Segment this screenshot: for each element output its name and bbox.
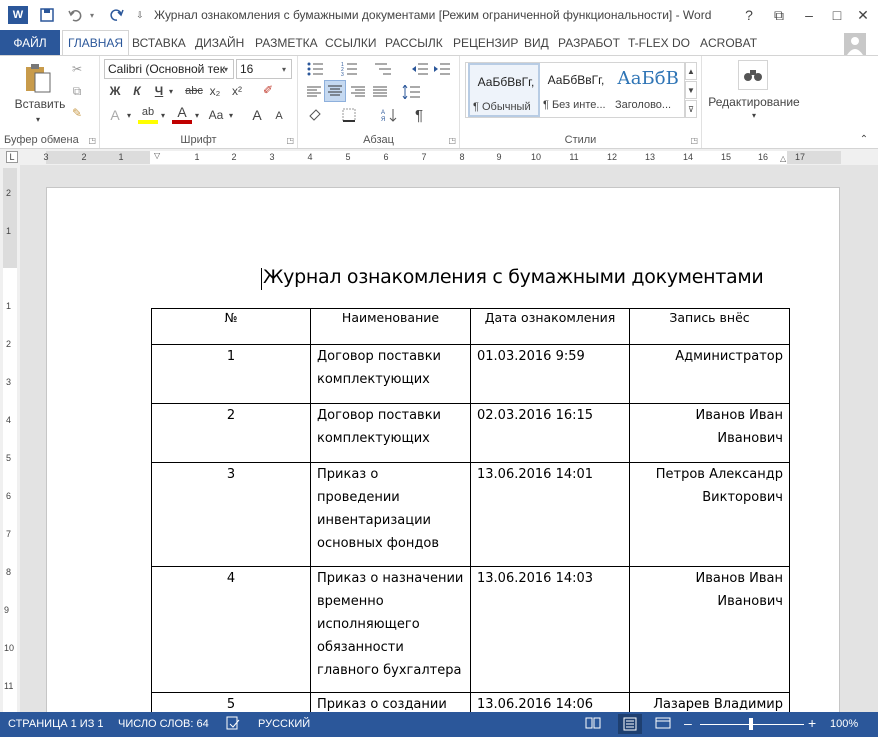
cell-name[interactable]: Приказ о создании — [311, 693, 471, 713]
ribbon-display-button[interactable]: ⧉ — [774, 6, 784, 23]
ruler-number: 3 — [269, 152, 275, 162]
binoculars-icon[interactable] — [738, 60, 768, 90]
clipboard-group — [0, 56, 100, 148]
status-bar — [0, 712, 878, 737]
font-name-value: Calibri (Основной тек — [108, 62, 225, 76]
ruler-number: 1 — [194, 152, 200, 162]
vruler-number: 7 — [6, 529, 12, 539]
chevron-down-icon: ▾ — [223, 64, 228, 74]
cut-icon[interactable]: ✂ — [71, 62, 83, 76]
ruler-number: 1 — [118, 152, 124, 162]
multilevel-list-icon[interactable] — [372, 60, 394, 78]
style-normal-preview: АаБбВвГг, — [477, 75, 535, 89]
minimize-button[interactable]: – — [805, 7, 813, 23]
underline-button[interactable]: Ч — [154, 84, 164, 98]
text-cursor — [261, 268, 262, 290]
document-area[interactable] — [20, 165, 878, 712]
header-number[interactable]: № — [152, 309, 311, 345]
vruler-number: 5 — [6, 453, 12, 463]
vruler-number: 10 — [4, 643, 15, 653]
highlight-button[interactable]: ab — [138, 104, 158, 124]
ruler-number: 8 — [459, 152, 465, 162]
show-marks-button[interactable]: ¶ — [414, 106, 424, 124]
undo-dropdown-icon[interactable]: ▾ — [89, 10, 94, 20]
tab-home[interactable]: ГЛАВНАЯ — [62, 30, 129, 56]
styles-group — [460, 56, 702, 148]
format-painter-icon[interactable]: ✎ — [71, 106, 83, 120]
paste-icon[interactable] — [22, 62, 54, 96]
highlight-dropdown-icon[interactable]: ▾ — [160, 110, 165, 120]
tab-file[interactable]: ФАЙЛ — [0, 30, 60, 55]
superscript-button[interactable]: x² — [232, 84, 242, 98]
vruler-number: 9 — [4, 605, 10, 615]
header-author[interactable]: Запись внёс — [630, 309, 790, 345]
ribbon — [0, 55, 878, 149]
align-right-icon[interactable] — [348, 82, 368, 102]
ruler-number: 10 — [530, 152, 542, 162]
ruler-number: 2 — [81, 152, 87, 162]
style-normal-name: ¶ Обычный — [473, 101, 531, 113]
page-count[interactable]: СТРАНИЦА 1 ИЗ 1 — [8, 718, 104, 730]
tab-view[interactable]: ВИД — [524, 35, 549, 50]
change-case-button[interactable]: Aa — [208, 108, 224, 122]
paragraph-label: Абзац — [363, 134, 394, 146]
align-center-icon[interactable] — [324, 80, 346, 102]
ruler-number: 14 — [682, 152, 694, 162]
svg-text:3: 3 — [341, 72, 344, 76]
svg-text:Я: Я — [381, 117, 386, 122]
customize-icon[interactable]: ⇩ — [136, 9, 144, 20]
vruler-number: 2 — [6, 188, 12, 198]
redo-icon[interactable] — [108, 6, 126, 24]
svg-text:2: 2 — [341, 67, 344, 73]
ruler-number: 12 — [606, 152, 618, 162]
editing-group — [702, 56, 806, 148]
cell-date[interactable]: 02.03.2016 16:15 — [471, 404, 630, 463]
svg-text:А: А — [381, 110, 386, 116]
close-button[interactable]: ✕ — [857, 6, 869, 23]
vruler-number: 2 — [6, 339, 12, 349]
journal-table[interactable] — [151, 308, 790, 712]
zoom-in-button[interactable]: + — [808, 715, 817, 731]
styles-scroll-down-icon[interactable]: ▼ — [685, 81, 697, 99]
svg-text:1: 1 — [341, 62, 344, 68]
strikethrough-button[interactable]: abc — [185, 85, 203, 97]
cell-date[interactable]: 13.06.2016 14:03 — [471, 567, 630, 693]
bold-button[interactable]: Ж — [109, 84, 121, 98]
font-size-select[interactable] — [236, 59, 292, 79]
shrink-font-button[interactable]: A — [275, 110, 283, 122]
clear-formatting-icon[interactable]: ✐ — [262, 83, 274, 97]
justify-icon[interactable] — [370, 82, 390, 102]
cell-number[interactable]: 4 — [152, 567, 311, 693]
table-row — [152, 567, 790, 693]
tab-design[interactable]: ДИЗАЙН — [195, 35, 245, 50]
vruler-number: 8 — [6, 567, 12, 577]
styles-gallery — [465, 62, 685, 118]
styles-scroll-up-icon[interactable]: ▲ — [685, 62, 697, 80]
zoom-slider-thumb[interactable] — [749, 718, 753, 730]
undo-icon[interactable] — [66, 6, 84, 24]
font-color-button[interactable]: A — [172, 104, 192, 124]
cell-author[interactable]: Лазарев Владимир — [630, 693, 790, 713]
table-row — [152, 463, 790, 567]
window-title: Журнал ознакомления с бумажными документами [Режим ограниченной функциональности] - Word — [154, 8, 712, 22]
save-icon[interactable] — [38, 6, 56, 24]
vruler-top-margin — [3, 168, 17, 268]
sort-icon[interactable] — [378, 106, 400, 124]
style-no-spacing[interactable] — [540, 63, 612, 117]
cell-date[interactable]: 13.06.2016 14:06 — [471, 693, 630, 713]
tab-acrobat[interactable]: ACROBAT — [700, 35, 758, 50]
style-no-spacing-preview: АаБбВвГг, — [547, 73, 605, 87]
text-effects-button[interactable]: A — [110, 107, 120, 123]
font-name-select[interactable] — [104, 59, 234, 79]
cell-date[interactable]: 01.03.2016 9:59 — [471, 345, 630, 404]
ruler-number: 11 — [569, 152, 579, 162]
ruler-left-margin — [46, 151, 150, 164]
italic-button[interactable]: К — [133, 84, 141, 98]
tab-insert[interactable]: ВСТАВКА — [132, 35, 186, 50]
tab-developer[interactable]: РАЗРАБОТ — [558, 35, 620, 50]
cell-name[interactable]: Договор поставки комплектующих — [311, 345, 471, 404]
cell-number[interactable]: 2 — [152, 404, 311, 463]
ruler-number: 6 — [383, 152, 389, 162]
text-effects-dropdown-icon[interactable]: ▾ — [126, 110, 131, 120]
ruler-number: 5 — [345, 152, 351, 162]
increase-indent-icon[interactable] — [432, 60, 452, 78]
collapse-ribbon-icon[interactable]: ⌃ — [859, 133, 869, 145]
ruler-number: 13 — [644, 152, 656, 162]
tab-review[interactable]: РЕЦЕНЗИР — [453, 35, 519, 50]
help-button[interactable]: ? — [745, 7, 753, 23]
maximize-button[interactable]: □ — [832, 7, 842, 23]
cell-author[interactable]: Администратор — [630, 345, 790, 404]
ruler-number: 7 — [421, 152, 427, 162]
cell-author[interactable]: Иванов Иван Иванович — [630, 567, 790, 693]
paragraph-launcher-icon[interactable]: ◳ — [448, 136, 456, 145]
tab-references[interactable]: ССЫЛКИ — [325, 35, 377, 50]
header-name[interactable]: Наименование — [311, 309, 471, 345]
paste-dropdown-icon[interactable]: ▾ — [35, 114, 40, 124]
word-app-icon[interactable]: W — [8, 6, 28, 24]
cell-number[interactable]: 1 — [152, 345, 311, 404]
font-label: Шрифт — [180, 134, 217, 146]
change-case-dropdown-icon[interactable]: ▾ — [228, 110, 233, 120]
cell-number[interactable]: 3 — [152, 463, 311, 567]
style-normal[interactable] — [468, 63, 540, 117]
numbering-icon[interactable] — [338, 60, 360, 78]
styles-label: Стили — [564, 134, 597, 146]
line-spacing-icon[interactable] — [398, 82, 424, 102]
style-heading-preview: АаБбВ — [617, 68, 679, 89]
title-bar — [0, 0, 878, 30]
grow-font-button[interactable]: A — [252, 107, 262, 123]
table-row — [152, 345, 790, 404]
vruler-number: 4 — [6, 415, 12, 425]
right-indent-icon[interactable]: △ — [780, 154, 787, 163]
editing-dropdown-icon[interactable]: ▾ — [751, 110, 756, 120]
styles-launcher-icon[interactable]: ◳ — [690, 136, 698, 145]
web-layout-icon[interactable] — [655, 716, 671, 733]
style-no-spacing-name: ¶ Без инте... — [543, 99, 606, 111]
document-title[interactable]: Журнал ознакомления с бумажными документами — [263, 266, 764, 288]
font-group — [100, 56, 298, 148]
tab-layout[interactable]: РАЗМЕТКА — [255, 35, 318, 50]
header-date[interactable]: Дата ознакомления — [471, 309, 630, 345]
copy-icon[interactable]: ⧉ — [72, 83, 82, 98]
chevron-down-icon: ▾ — [281, 64, 286, 74]
language-indicator[interactable]: РУССКИЙ — [258, 718, 311, 730]
decrease-indent-icon[interactable] — [410, 60, 430, 78]
table-header-row — [152, 309, 790, 345]
paste-button[interactable]: Вставить — [14, 97, 66, 111]
cell-date[interactable]: 13.06.2016 14:01 — [471, 463, 630, 567]
vruler-number: 3 — [6, 377, 12, 387]
horizontal-ruler[interactable] — [43, 151, 841, 164]
ruler-number: 4 — [307, 152, 313, 162]
zoom-out-button[interactable]: – — [684, 715, 692, 731]
table-row — [152, 404, 790, 463]
align-left-icon[interactable] — [304, 82, 324, 102]
word-count[interactable]: ЧИСЛО СЛОВ: 64 — [118, 718, 209, 730]
font-size-value: 16 — [240, 62, 254, 76]
cell-number[interactable]: 5 — [152, 693, 311, 713]
clipboard-launcher-icon[interactable]: ◳ — [88, 136, 96, 145]
cell-author[interactable]: Петров Александр Викторович — [630, 463, 790, 567]
bullets-icon[interactable] — [304, 60, 326, 78]
ruler-number: 2 — [231, 152, 237, 162]
borders-icon[interactable] — [338, 106, 360, 124]
vruler-number: 6 — [6, 491, 12, 501]
zoom-level[interactable]: 100% — [830, 718, 859, 730]
ruler-number: 15 — [720, 152, 732, 162]
user-avatar[interactable] — [844, 33, 866, 55]
vruler-number: 1 — [6, 226, 12, 236]
editing-button[interactable]: Редактирование — [708, 95, 800, 109]
clipboard-label: Буфер обмена — [4, 134, 79, 146]
underline-dropdown-icon[interactable]: ▾ — [168, 86, 173, 96]
read-mode-icon[interactable] — [585, 716, 601, 733]
shading-icon[interactable] — [304, 106, 326, 124]
tab-mailings[interactable]: РАССЫЛК — [385, 35, 443, 50]
first-line-indent-icon[interactable]: ▽ — [154, 151, 161, 160]
tab-selector[interactable]: L — [6, 151, 18, 163]
style-heading-name: Заголово... — [615, 99, 672, 111]
print-layout-icon[interactable] — [618, 714, 642, 734]
cell-name[interactable]: Приказ о проведении инвентаризации основных фондов — [311, 463, 471, 567]
styles-more-icon[interactable]: ⊽ — [685, 100, 697, 118]
document-page[interactable] — [46, 187, 840, 712]
paragraph-group — [298, 56, 460, 148]
cell-name[interactable]: Приказ о назначении временно исполняющего обязанности главного бухгалтера — [311, 567, 471, 693]
subscript-button[interactable]: x₂ — [209, 84, 221, 98]
vruler-number: 11 — [4, 681, 14, 691]
ruler-number: 16 — [757, 152, 769, 162]
style-heading[interactable] — [612, 63, 684, 117]
tab-tflex[interactable]: T-FLEX DO — [628, 35, 691, 50]
vruler-number: 1 — [6, 301, 12, 311]
table-row — [152, 693, 790, 713]
font-color-dropdown-icon[interactable]: ▾ — [194, 110, 199, 120]
proofing-icon[interactable] — [226, 716, 240, 733]
ruler-number: 17 — [794, 152, 806, 162]
cell-name[interactable]: Договор поставки комплектующих — [311, 404, 471, 463]
vertical-ruler[interactable] — [3, 168, 17, 712]
cell-author[interactable]: Иванов Иван Иванович — [630, 404, 790, 463]
ruler-number: 9 — [496, 152, 502, 162]
ribbon-tabs — [0, 30, 878, 55]
font-launcher-icon[interactable]: ◳ — [286, 136, 294, 145]
ruler-number: 3 — [43, 152, 49, 162]
